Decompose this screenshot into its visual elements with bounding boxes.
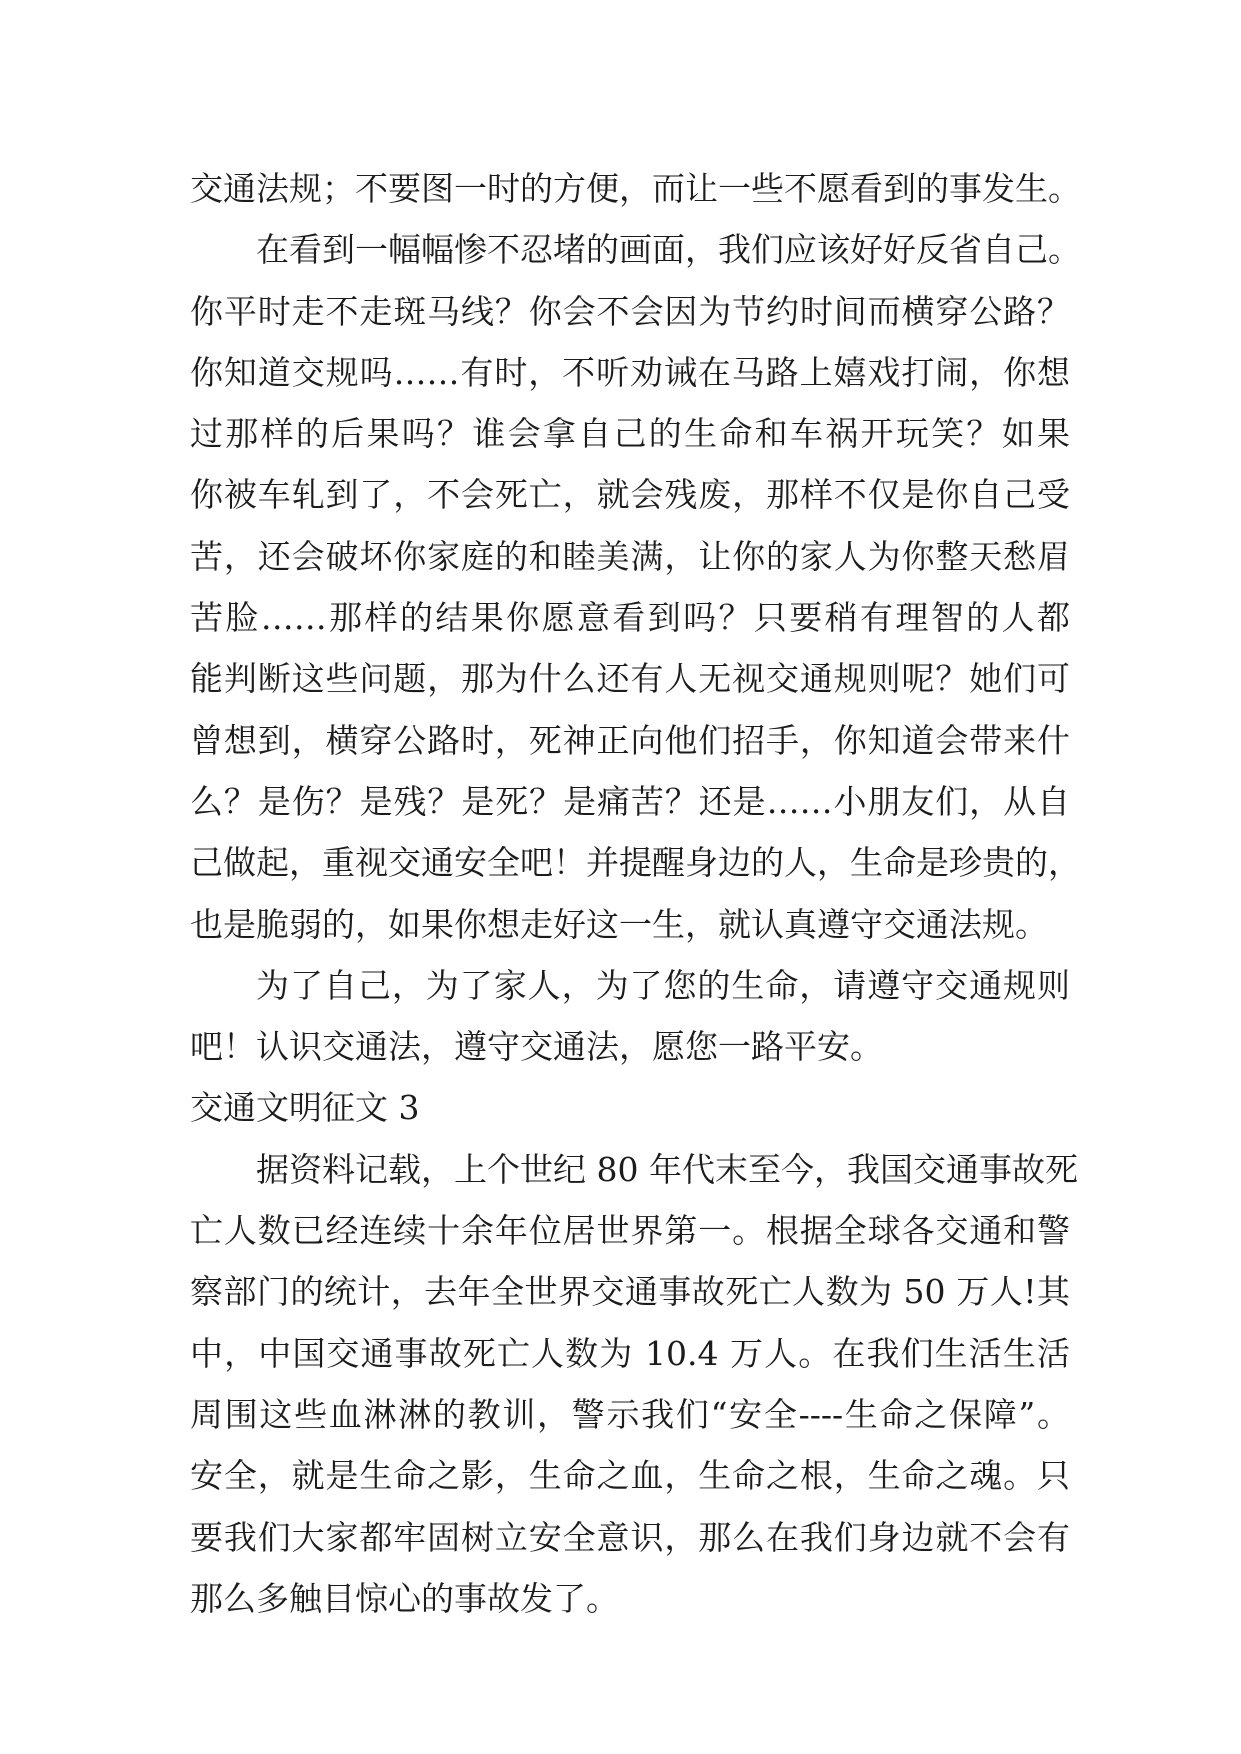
- text-line: 周围这些血淋淋的教训，警示我们“安全----生命之保障”。: [190, 1394, 1070, 1434]
- text-line: 要我们大家都牢固树立安全意识，那么在我们身边就不会有: [190, 1517, 1070, 1557]
- text-line: 苦脸……那样的结果你愿意看到吗？只要稍有理智的人都: [190, 598, 1070, 638]
- text-line: 曾想到，横穿公路时，死神正向他们招手，你知道会带来什: [190, 720, 1070, 760]
- text-line: 为了自己，为了家人，为了您的生命，请遵守交通规则: [256, 965, 1070, 1005]
- text-line: 安全，就是生命之影，生命之血，生命之根，生命之魂。只: [190, 1456, 1070, 1496]
- section-heading: 交通文明征文 3: [190, 1088, 420, 1128]
- text-line: 在看到一幅幅惨不忍堵的画面，我们应该好好反省自己。: [256, 230, 1081, 270]
- text-line: 苦，还会破坏你家庭的和睦美满，让你的家人为你整天愁眉: [190, 536, 1070, 576]
- text-line: 据资料记载，上个世纪 80 年代末至今，我国交通事故死: [256, 1149, 1078, 1189]
- text-line: 过那样的后果吗？谁会拿自己的生命和车祸开玩笑？如果: [190, 414, 1070, 454]
- text-line: 也是脆弱的，如果你想走好这一生，就认真遵守交通法规。: [190, 904, 1048, 944]
- text-line: 察部门的统计，去年全世界交通事故死亡人数为 50 万人!其: [190, 1272, 1070, 1312]
- text-line: 交通法规；不要图一时的方便，而让一些不愿看到的事发生。: [190, 169, 1081, 208]
- text-line: 那么多触目惊心的事故发了。: [190, 1578, 619, 1618]
- document-body: [190, 158, 1081, 1629]
- text-line: 么？是伤？是残？是死？是痛苦？还是……小朋友们，从自: [190, 781, 1070, 821]
- text-line: 你平时走不走斑马线？你会不会因为节约时间而横穿公路？: [190, 291, 1070, 331]
- text-line: 吧！认识交通法，遵守交通法，愿您一路平安。: [190, 1027, 883, 1067]
- text-line: 你知道交规吗……有时，不听劝诫在马路上嬉戏打闹，你想: [190, 352, 1070, 392]
- text-line: 能判断这些问题，那为什么还有人无视交通规则呢？她们可: [190, 659, 1070, 699]
- text-line: 你被车轧到了，不会死亡，就会残废，那样不仅是你自己受: [190, 475, 1070, 515]
- text-line: 亡人数已经连续十余年位居世界第一。根据全球各交通和警: [190, 1211, 1070, 1251]
- text-line: 己做起，重视交通安全吧！并提醒身边的人，生命是珍贵的，: [190, 843, 1081, 883]
- text-line: 中，中国交通事故死亡人数为 10.4 万人。在我们生活生活: [190, 1333, 1070, 1373]
